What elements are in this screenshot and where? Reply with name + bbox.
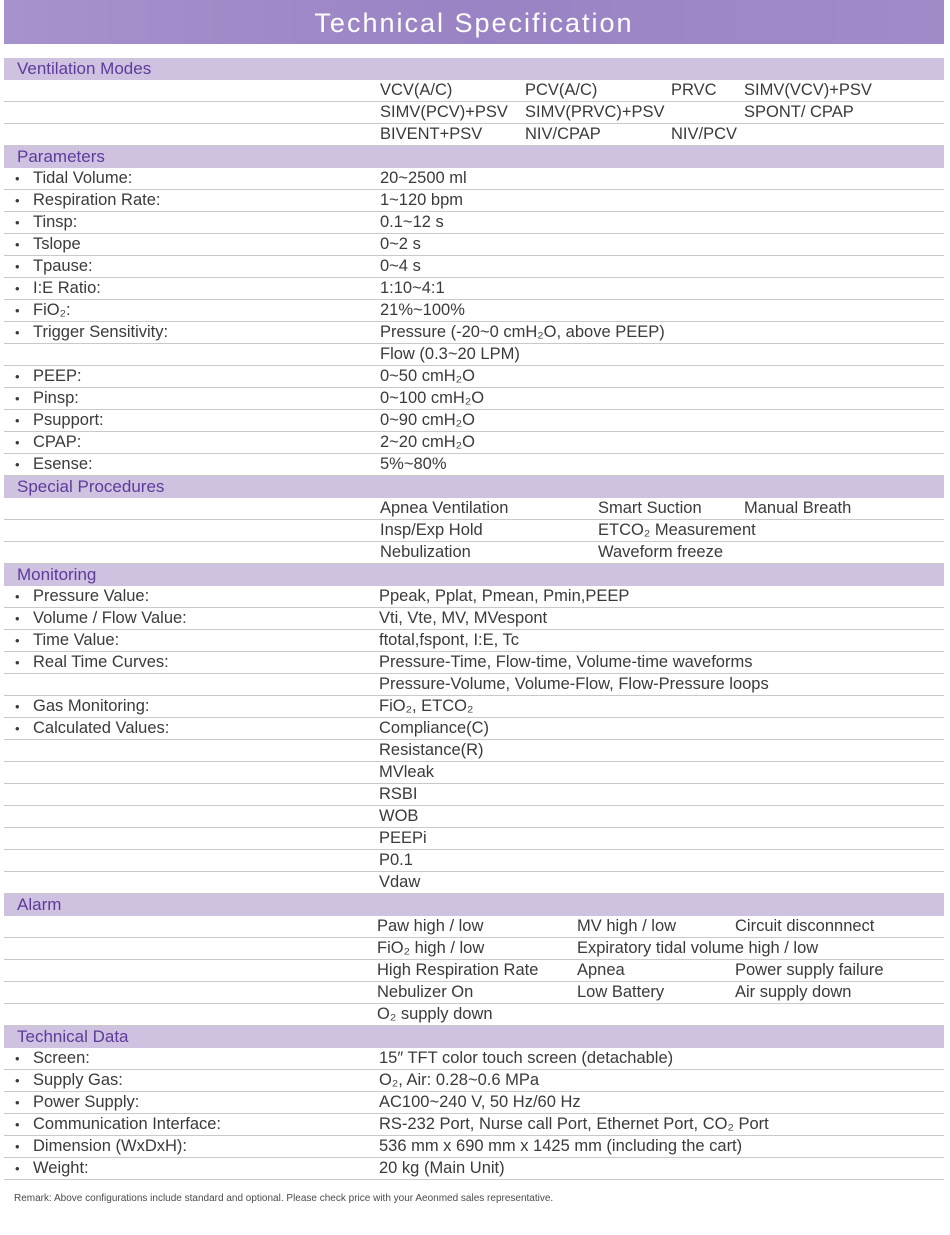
spec-value: Pressure-Time, Flow-time, Volume-time waveforms — [379, 653, 753, 671]
bullet-icon: • — [15, 215, 20, 230]
spec-label: Respiration Rate: — [33, 191, 161, 209]
spec-value: PEEPi — [379, 829, 427, 847]
spec-value: Low Battery — [577, 983, 665, 1001]
spec-row — [4, 212, 944, 234]
spec-value: 20~2500 ml — [380, 169, 467, 187]
spec-value: SIMV(PCV)+PSV — [380, 103, 508, 121]
spec-value: ftotal,fspont, I:E, Tc — [379, 631, 520, 649]
spec-label: Tslope — [33, 235, 81, 253]
bullet-icon: • — [15, 1073, 20, 1088]
spec-label: Pinsp: — [33, 389, 79, 407]
spec-value: Power supply failure — [735, 961, 884, 979]
spec-label: CPAP: — [33, 433, 82, 451]
spec-label: FiO₂: — [33, 301, 71, 319]
bullet-icon: • — [15, 1117, 20, 1132]
section-title: Monitoring — [17, 565, 97, 584]
spec-value: 21%~100% — [380, 301, 465, 319]
spec-label: Esense: — [33, 455, 93, 473]
spec-value: BIVENT+PSV — [380, 125, 483, 143]
spec-label: I:E Ratio: — [33, 279, 101, 297]
spec-label: Time Value: — [33, 631, 120, 649]
spec-value: 0~90 cmH₂O — [380, 411, 475, 429]
section-header — [4, 1026, 944, 1048]
spec-value: 536 mm x 690 mm x 1425 mm (including the cart) — [379, 1137, 743, 1155]
spec-label: Psupport: — [33, 411, 104, 429]
spec-label: Weight: — [33, 1159, 89, 1177]
section-title: Ventilation Modes — [17, 59, 152, 78]
spec-value: Insp/Exp Hold — [380, 521, 483, 539]
spec-value: Pressure (-20~0 cmH₂O, above PEEP) — [380, 323, 665, 341]
spec-value: O₂ supply down — [377, 1005, 493, 1023]
bullet-icon: • — [15, 1139, 20, 1154]
spec-row — [4, 608, 944, 630]
section-title: Special Procedures — [17, 477, 165, 496]
spec-value: 1~120 bpm — [380, 191, 464, 209]
spec-label: Real Time Curves: — [33, 653, 169, 671]
spec-row — [4, 520, 944, 542]
spec-value: Manual Breath — [744, 499, 852, 517]
bullet-icon: • — [15, 281, 20, 296]
section-title: Alarm — [17, 895, 62, 914]
spec-row — [4, 1004, 944, 1026]
spec-row — [4, 586, 944, 608]
spec-value: 0~100 cmH₂O — [380, 389, 485, 407]
spec-value: SIMV(PRVC)+PSV — [525, 103, 665, 121]
spec-row — [4, 696, 944, 718]
spec-label: PEEP: — [33, 367, 82, 385]
bullet-icon: • — [15, 655, 20, 670]
spec-row — [4, 828, 944, 850]
spec-row — [4, 1114, 944, 1136]
spec-row — [4, 982, 944, 1004]
spec-value: Vdaw — [379, 873, 421, 891]
spec-row — [4, 718, 944, 740]
page-title: Technical Specification — [4, 0, 944, 44]
bullet-icon: • — [15, 325, 20, 340]
section-header — [4, 894, 944, 916]
spec-row — [4, 784, 944, 806]
bullet-icon: • — [15, 721, 20, 736]
spec-label: Gas Monitoring: — [33, 697, 150, 715]
spec-row — [4, 1158, 944, 1180]
spec-value: PCV(A/C) — [525, 81, 598, 99]
spec-value: Apnea Ventilation — [380, 499, 509, 517]
remark-note: Remark: Above configurations include standard and optional. Please check price with your Aeonmed sales representative. — [14, 1193, 554, 1204]
spec-row — [4, 806, 944, 828]
spec-value: Air supply down — [735, 983, 852, 1001]
spec-label: Trigger Sensitivity: — [33, 323, 169, 341]
bullet-icon: • — [15, 237, 20, 252]
bullet-icon: • — [15, 611, 20, 626]
bullet-icon: • — [15, 259, 20, 274]
spec-value: 5%~80% — [380, 455, 447, 473]
spec-row — [4, 388, 944, 410]
spec-value: Smart Suction — [598, 499, 702, 517]
spec-label: Pressure Value: — [33, 587, 150, 605]
spec-row — [4, 740, 944, 762]
bullet-icon: • — [15, 369, 20, 384]
spec-row — [4, 916, 944, 938]
spec-value: 20 kg (Main Unit) — [379, 1159, 505, 1177]
spec-value: Circuit disconnnect — [735, 917, 875, 935]
spec-row — [4, 366, 944, 388]
spec-table — [4, 58, 944, 1180]
spec-value: NIV/PCV — [671, 125, 738, 143]
section-header — [4, 564, 944, 586]
spec-label: Tinsp: — [33, 213, 78, 231]
spec-value: Ppeak, Pplat, Pmean, Pmin,PEEP — [379, 587, 630, 605]
spec-row — [4, 322, 944, 344]
spec-value: Resistance(R) — [379, 741, 484, 759]
spec-row — [4, 872, 944, 894]
spec-value: 1:10~4:1 — [380, 279, 445, 297]
spec-value: FiO₂ high / low — [377, 939, 485, 957]
spec-row — [4, 762, 944, 784]
spec-row — [4, 1070, 944, 1092]
spec-row — [4, 498, 944, 520]
spec-label: Screen: — [33, 1049, 90, 1067]
bullet-icon: • — [15, 391, 20, 406]
spec-row — [4, 938, 944, 960]
spec-value: 2~20 cmH₂O — [380, 433, 475, 451]
bullet-icon: • — [15, 457, 20, 472]
spec-value: MV high / low — [577, 917, 677, 935]
spec-label: Communication Interface: — [33, 1115, 222, 1133]
spec-row — [4, 410, 944, 432]
spec-value: 0~50 cmH₂O — [380, 367, 475, 385]
spec-row — [4, 1136, 944, 1158]
section-header — [4, 58, 944, 80]
spec-label: Volume / Flow Value: — [33, 609, 187, 627]
spec-label: Tpause: — [33, 257, 93, 275]
spec-value: Compliance(C) — [379, 719, 490, 737]
spec-value: Expiratory tidal volume high / low — [577, 939, 819, 957]
spec-value: High Respiration Rate — [377, 961, 539, 979]
spec-row — [4, 674, 944, 696]
spec-value: 0.1~12 s — [380, 213, 444, 231]
spec-value: NIV/CPAP — [525, 125, 601, 143]
spec-label: Dimension (WxDxH): — [33, 1137, 188, 1155]
spec-label: Supply Gas: — [33, 1071, 123, 1089]
spec-value: Paw high / low — [377, 917, 484, 935]
spec-value: WOB — [379, 807, 419, 825]
bullet-icon: • — [15, 435, 20, 450]
bullet-icon: • — [15, 1051, 20, 1066]
spec-row — [4, 432, 944, 454]
spec-value: VCV(A/C) — [380, 81, 453, 99]
spec-value: P0.1 — [379, 851, 413, 869]
spec-row — [4, 652, 944, 674]
spec-value: AC100~240 V, 50 Hz/60 Hz — [379, 1093, 581, 1111]
spec-value: PRVC — [671, 81, 717, 99]
bullet-icon: • — [15, 1095, 20, 1110]
spec-row — [4, 190, 944, 212]
spec-value: Apnea — [577, 961, 625, 979]
spec-value: SIMV(VCV)+PSV — [744, 81, 872, 99]
spec-row — [4, 102, 944, 124]
spec-row — [4, 124, 944, 146]
spec-label: Power Supply: — [33, 1093, 140, 1111]
spec-value: RS-232 Port, Nurse call Port, Ethernet Port, CO₂ Port — [379, 1115, 769, 1133]
bullet-icon: • — [15, 303, 20, 318]
bullet-icon: • — [15, 633, 20, 648]
spec-row — [4, 454, 944, 476]
spec-value: 0~2 s — [380, 235, 421, 253]
section-header — [4, 146, 944, 168]
spec-value: Pressure-Volume, Volume-Flow, Flow-Pressure loops — [379, 675, 769, 693]
bullet-icon: • — [15, 413, 20, 428]
spec-row — [4, 1048, 944, 1070]
spec-value: Nebulizer On — [377, 983, 474, 1001]
spec-value: MVleak — [379, 763, 435, 781]
bullet-icon: • — [15, 1161, 20, 1176]
spec-row — [4, 168, 944, 190]
spec-value: ETCO₂ Measurement — [598, 521, 756, 539]
spec-value: 0~4 s — [380, 257, 421, 275]
bullet-icon: • — [15, 589, 20, 604]
spec-value: O₂, Air: 0.28~0.6 MPa — [379, 1071, 540, 1089]
bullet-icon: • — [15, 699, 20, 714]
spec-row — [4, 1092, 944, 1114]
spec-row — [4, 80, 944, 102]
section-title: Technical Data — [17, 1027, 129, 1046]
spec-value: Vti, Vte, MV, MVespont — [379, 609, 548, 627]
spec-row — [4, 850, 944, 872]
spec-row — [4, 542, 944, 564]
spec-label: Calculated Values: — [33, 719, 170, 737]
spec-value: SPONT/ CPAP — [744, 103, 854, 121]
spec-row — [4, 344, 944, 366]
section-header — [4, 476, 944, 498]
spec-value: Nebulization — [380, 543, 471, 561]
bullet-icon: • — [15, 193, 20, 208]
spec-row — [4, 278, 944, 300]
section-title: Parameters — [17, 147, 105, 166]
spec-value: Flow (0.3~20 LPM) — [380, 345, 520, 363]
spec-value: RSBI — [379, 785, 418, 803]
spec-row — [4, 960, 944, 982]
bullet-icon: • — [15, 171, 20, 186]
spec-row — [4, 256, 944, 278]
spec-label: Tidal Volume: — [33, 169, 133, 187]
spec-row — [4, 300, 944, 322]
spec-value: FiO₂, ETCO₂ — [379, 697, 474, 715]
spec-row — [4, 630, 944, 652]
spec-row — [4, 234, 944, 256]
spec-value: 15″ TFT color touch screen (detachable) — [379, 1049, 674, 1067]
spec-value: Waveform freeze — [598, 543, 724, 561]
